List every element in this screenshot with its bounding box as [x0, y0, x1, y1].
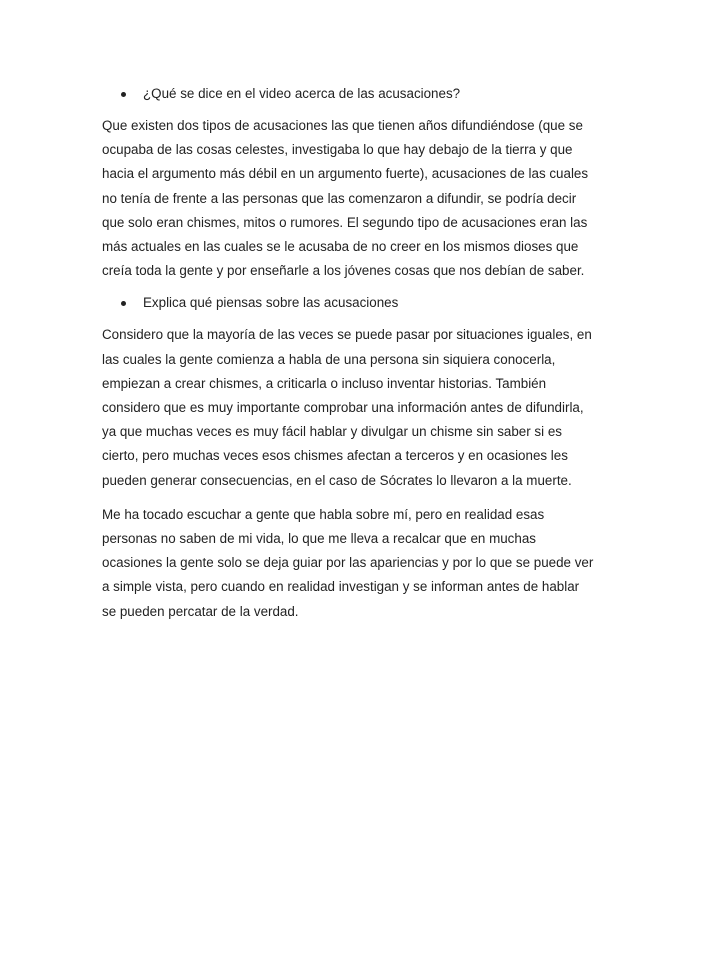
answer-3-paragraph [102, 503, 620, 624]
paragraph-line: ya que muchas veces es muy fácil hablar y divulgar un chisme sin saber si es [102, 424, 562, 440]
question-2-bullet [102, 293, 620, 313]
bullet-dot-icon [121, 92, 126, 97]
question-2-text: Explica qué piensas sobre las acusaciones [143, 295, 399, 311]
paragraph-line: más actuales en las cuales se le acusaba de no creer en los mismos dioses que [102, 239, 579, 255]
paragraph-line: que solo eran chismes, mitos o rumores. El segundo tipo de acusaciones eran las [102, 214, 588, 230]
paragraph-line: a simple vista, pero cuando en realidad investigan y se informan antes de hablar [102, 579, 580, 595]
paragraph-line: ocasiones la gente solo se deja guiar por las apariencias y por lo que se puede ver [102, 555, 594, 571]
paragraph-line: hacia el argumento más débil en un argumento fuerte), acusaciones de las cuales [102, 166, 589, 182]
paragraph-line: pueden generar consecuencias, en el caso de Sócrates lo llevaron a la muerte. [102, 472, 572, 488]
paragraph-line: Me ha tocado escuchar a gente que habla sobre mí, pero en realidad esas [102, 506, 545, 522]
paragraph-line: Considero que la mayoría de las veces se puede pasar por situaciones iguales, en [102, 327, 592, 343]
paragraph-line: empiezan a crear chismes, a criticarla o incluso inventar historias. También [102, 375, 547, 391]
answer-2-paragraph [102, 323, 620, 492]
paragraph-line: cierto, pero muchas veces esos chismes afectan a terceros y en ocasiones les [102, 448, 568, 464]
paragraph-line: considero que es muy importante comprobar una información antes de difundirla, [102, 400, 584, 416]
paragraph-line: Que existen dos tipos de acusaciones las que tienen años difundiéndose (que se [102, 118, 583, 133]
paragraph-line: creía toda la gente y por enseñarle a los jóvenes cosas que nos debían de saber. [102, 263, 585, 279]
paragraph-line: personas no saben de mi vida, lo que me lleva a recalcar que en muchas [102, 531, 536, 547]
paragraph-line: se pueden percatar de la verdad. [102, 603, 299, 619]
question-1-bullet [102, 84, 620, 104]
paragraph-line: las cuales la gente comienza a habla de una persona sin siquiera conocerla, [102, 351, 556, 367]
paragraph-line: ocupaba de las cosas celestes, investigaba lo que hay debajo de la tierra y que [102, 142, 573, 158]
document-page [102, 84, 620, 634]
bullet-dot-icon [121, 301, 126, 306]
question-1-text: ¿Qué se dice en el video acerca de las acusaciones? [143, 86, 461, 101]
paragraph-line: no tenía de frente a las personas que las comenzaron a difundir, se podría decir [102, 190, 577, 206]
answer-1-paragraph [102, 114, 620, 283]
